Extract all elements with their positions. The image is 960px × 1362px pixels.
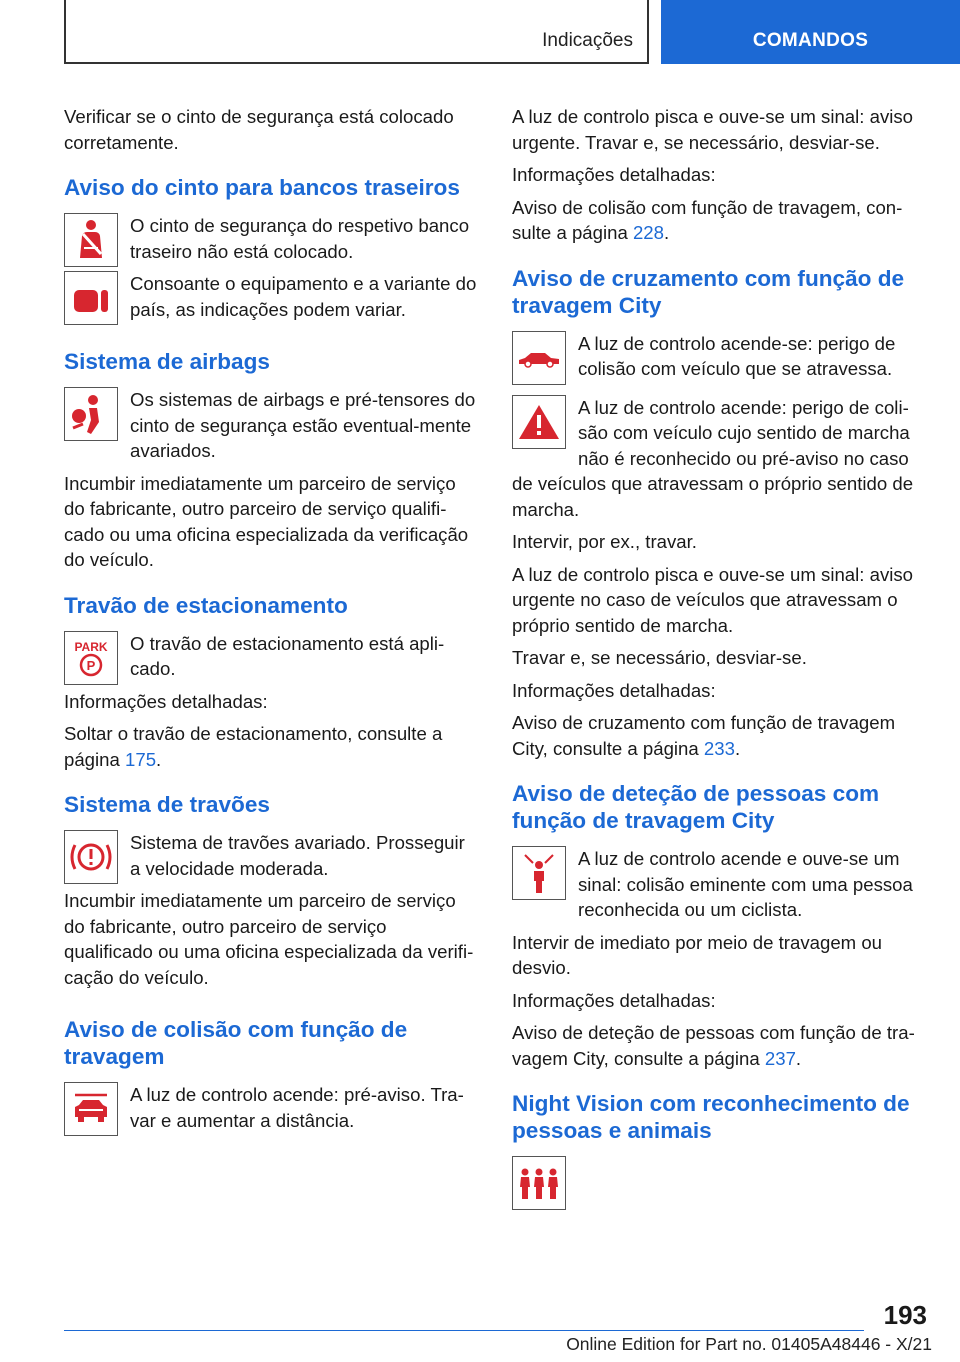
rear-belt-text-1: O cinto de segurança do respetivo banco traseiro não está colocado. xyxy=(130,215,470,262)
right-column xyxy=(512,104,928,1214)
collision-warning-text-3: Informações detalhadas: xyxy=(512,164,716,185)
intro-text: Verificar se o cinto de segurança está colocado corretamente. xyxy=(64,106,454,153)
crossing-text-5: Travar e, se necessário, desviar-se. xyxy=(512,647,807,668)
crossing-text-7: Aviso de cruzamento com função de travagem City, consulte a página 233. xyxy=(512,712,896,759)
svg-text:PARK: PARK xyxy=(74,639,108,654)
crossing-text-4: A luz de controlo pisca e ouve-se um sinal: aviso urgente no caso de veículos que atravessam o próprio sentido de marcha. xyxy=(512,563,914,636)
heading-rear-belt-warning: Aviso do cinto para bancos traseiros xyxy=(64,175,460,200)
heading-night-vision: Night Vision com reconhecimento de pessoas e animais xyxy=(512,1091,910,1143)
heading-crossing-warning: Aviso de cruzamento com função de travagem City xyxy=(512,265,905,318)
svg-text:P: P xyxy=(86,657,96,673)
footer-edition: Online Edition for Part no. 01405A48446 - X/21 xyxy=(566,1334,932,1354)
crossing-text-3: Intervir, por ex., travar. xyxy=(512,531,697,552)
footer-rule xyxy=(64,1330,864,1331)
park-brake-icon xyxy=(64,631,118,685)
page-link-175[interactable]: 175 xyxy=(125,748,157,770)
crossing-car-icon xyxy=(512,331,566,385)
seatbelt-warning-icon xyxy=(64,213,118,267)
collision-warning-text-4: Aviso de colisão com função de travagem, con-sulte a página 228. xyxy=(512,196,903,243)
header-section-box xyxy=(64,0,649,64)
page-number: 193 xyxy=(883,1300,927,1330)
crossing-text-6: Informações detalhadas: xyxy=(512,679,716,701)
brake-system-text-1: Sistema de travões avariado. Prosseguir a velocidade moderada. xyxy=(130,832,465,879)
heading-brake-system: Sistema de travões xyxy=(64,792,270,817)
page-link-233[interactable]: 233 xyxy=(703,737,735,759)
heading-airbag-system: Sistema de airbags xyxy=(64,349,270,374)
person-warning-text-2: Intervir de imediato por meio de travagem ou desvio. xyxy=(512,931,882,978)
park-brake-text-2: Informações detalhadas: xyxy=(64,690,268,712)
heading-person-warning: Aviso de deteção de pessoas com função de travagem City xyxy=(512,781,880,833)
airbag-text-1: Os sistemas de airbags e pré-tensores do cinto de segurança estão eventual-mente avariados. xyxy=(130,389,476,461)
heading-park-brake: Travão de estacionamento xyxy=(64,592,348,618)
crossing-text-2: A luz de controlo acende: perigo de coli-são com veículo cujo sentido de marcha não é reconhecido ou pré-aviso no caso de veículos que atravessam o próprio sentido de marcha. xyxy=(512,396,914,520)
collision-warning-text-1: A luz de controlo acende: pré-aviso. Tra-var e aumentar a distância. xyxy=(130,1084,464,1131)
brake-system-text-2: Incumbir imediatamente um parceiro de serviço do fabricante, outro parceiro de serviço qualificado ou uma oficina especializada da verifi-cação do veículo. xyxy=(64,890,474,988)
person-warning-text-4: Aviso de deteção de pessoas com função de tra-vagem City, consulte a página 237. xyxy=(512,1022,915,1069)
person-warning-text-3: Informações detalhadas: xyxy=(512,989,716,1011)
warning-triangle-icon xyxy=(512,395,566,449)
header-chapter-tab[interactable] xyxy=(661,0,960,64)
airbag-icon xyxy=(64,387,118,441)
collision-warning-icon xyxy=(64,1082,118,1136)
heading-collision-warning: Aviso de colisão com função de travagem xyxy=(64,1017,408,1069)
person-warning-icon xyxy=(512,846,566,900)
rear-belt-text-2: Consoante o equipamento e a variante do país, as indicações podem variar. xyxy=(130,273,477,320)
header-section-title: Indicações xyxy=(542,30,633,51)
left-column xyxy=(64,104,480,1140)
night-vision-people-icon xyxy=(512,1156,566,1210)
crossing-text-1: A luz de controlo acende-se: perigo de colisão com veículo que se atravessa. xyxy=(578,332,896,379)
collision-warning-text-2: A luz de controlo pisca e ouve-se um sinal: aviso urgente. Travar e, se necessário, desviar-se. xyxy=(512,106,914,153)
brake-system-icon xyxy=(64,830,118,884)
page-link-228[interactable]: 228 xyxy=(632,222,664,243)
page-link-237[interactable]: 237 xyxy=(764,1047,796,1069)
header-chapter-label: COMANDOS xyxy=(752,30,869,51)
airbag-text-2: Incumbir imediatamente um parceiro de serviço do fabricante, outro parceiro de serviço qualifi-cado ou uma oficina especializada da verificação do veículo. xyxy=(64,472,469,570)
rear-seat-belt-icon xyxy=(64,271,118,325)
park-brake-text-1: O travão de estacionamento está apli-cado. xyxy=(130,632,445,679)
park-brake-text-3: Soltar o travão de estacionamento, consulte a página 175. xyxy=(64,723,443,770)
person-warning-text-1: A luz de controlo acende e ouve-se um sinal: colisão eminente com uma pessoa reconhecida ou um ciclista. xyxy=(578,848,913,920)
